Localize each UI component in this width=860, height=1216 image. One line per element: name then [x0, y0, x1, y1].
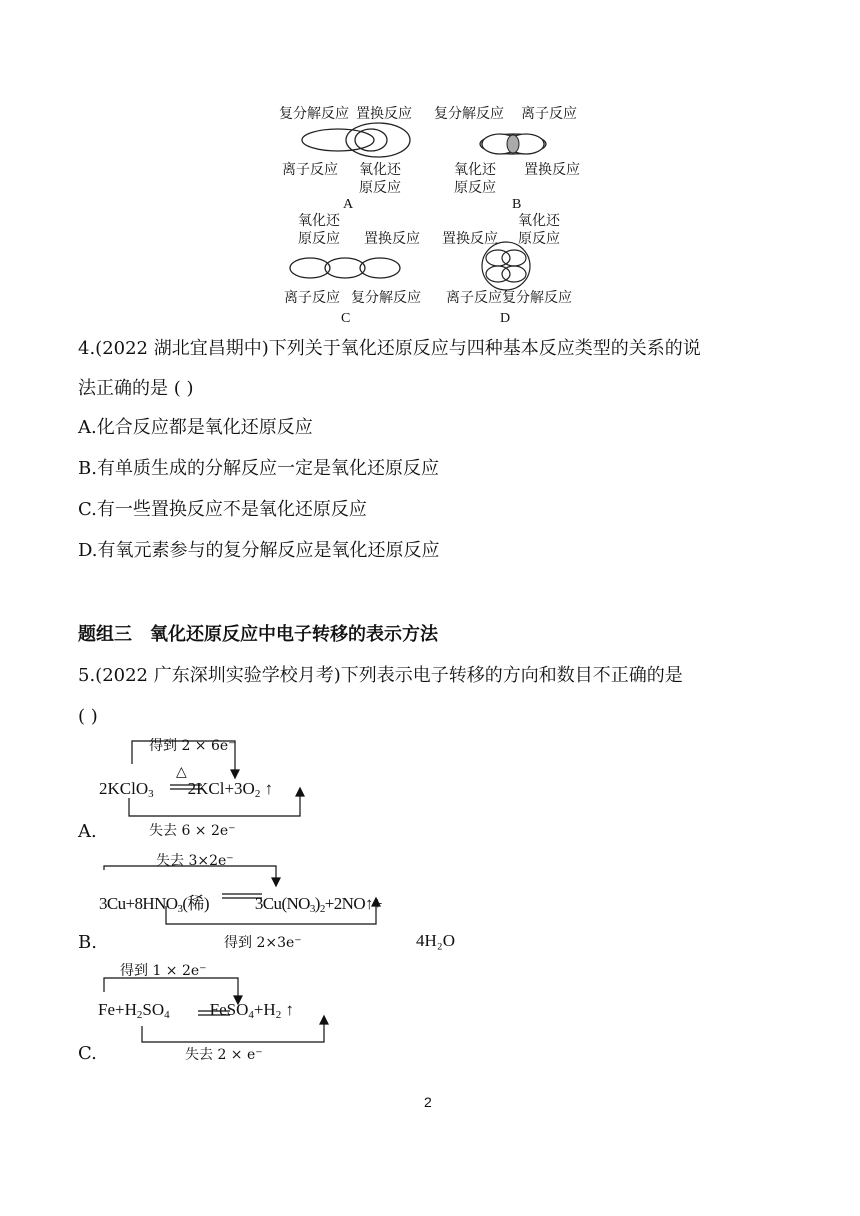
- venn-d-letter: D: [500, 311, 511, 326]
- venn-d-label-redox-1: 氧化还: [518, 213, 560, 229]
- question-4-stem-line2: 法正确的是 ( ): [78, 378, 194, 399]
- venn-b-letter: B: [512, 197, 522, 212]
- venn-c-letter: C: [341, 311, 351, 326]
- venn-a-label-redox-1: 氧化还: [359, 162, 401, 178]
- venn-b-label-redox-1: 氧化还: [454, 162, 496, 178]
- venn-d-label-double-displacement: 复分解反应: [502, 290, 572, 306]
- venn-a-label-double-displacement: 复分解反应: [279, 106, 349, 122]
- venn-c-label-ionic: 离子反应: [284, 290, 340, 306]
- question-4-option-a: A.化合反应都是氧化还原反应: [78, 417, 313, 438]
- page-number: 2: [424, 1094, 432, 1110]
- venn-a-label-redox-2: 原反应: [359, 180, 401, 196]
- venn-a-label-ionic: 离子反应: [282, 162, 338, 178]
- question-4-option-c: C.有一些置换反应不是氧化还原反应: [78, 499, 367, 520]
- venn-b-label-single-displacement: 置换反应: [524, 162, 580, 178]
- option-a-heat-symbol: △: [176, 764, 187, 780]
- option-c-letter: C.: [78, 1043, 97, 1064]
- option-b-water: 4H₂O: [416, 931, 455, 950]
- venn-c-label-double-displacement: 复分解反应: [351, 290, 421, 306]
- option-a-letter: A.: [78, 821, 97, 842]
- question-5-stem-line2: ( ): [78, 706, 98, 727]
- venn-b-label-redox-2: 原反应: [454, 180, 496, 196]
- option-a-equation: 2KClO$_3$ $2KCl+3O_2$ ↑: [99, 779, 274, 800]
- venn-c-label-single-displacement: 置换反应: [364, 231, 420, 247]
- venn-c-shapes: [290, 258, 400, 278]
- venn-c-label-redox-2: 原反应: [298, 231, 340, 247]
- venn-a-letter: A: [343, 197, 354, 212]
- venn-a-shapes: [302, 123, 410, 157]
- option-c-lose-label: 失去 2 × e⁻: [185, 1047, 263, 1063]
- option-c-equation: $Fe+H_2SO_4$ $FeSO_4+H_2$ ↑: [98, 1000, 294, 1021]
- option-b-gain-label: 得到 2×3e⁻: [224, 935, 302, 951]
- option-b-lose-label: 失去 3×2e⁻: [156, 853, 234, 869]
- option-b-equation: $3Cu+8HNO_3$(稀) $3Cu(NO_3)_2+2NO↑+$: [99, 894, 382, 915]
- venn-d-label-redox-2: 原反应: [518, 231, 560, 247]
- option-a-gain-label: 得到 2 × 6e⁻: [149, 738, 236, 754]
- option-c-gain-label: 得到 1 × 2e⁻: [120, 963, 207, 979]
- venn-d-shapes: [482, 242, 530, 290]
- venn-a-label-single-displacement: 置换反应: [356, 106, 412, 122]
- venn-d-label-single-displacement: 置换反应: [442, 231, 498, 247]
- venn-c-label-redox-1: 氧化还: [298, 213, 340, 229]
- venn-d-label-ionic: 离子反应: [446, 290, 502, 306]
- question-5-stem-line1: 5.(2022 广东深圳实验学校月考)下列表示电子转移的方向和数目不正确的是: [78, 665, 683, 686]
- question-4-stem-line1: 4.(2022 湖北宜昌期中)下列关于氧化还原反应与四种基本反应类型的关系的说: [78, 338, 701, 359]
- option-b-letter: B.: [78, 932, 97, 953]
- question-4-option-d: D.有氧元素参与的复分解反应是氧化还原反应: [78, 540, 440, 561]
- venn-b-label-ionic: 离子反应: [521, 106, 577, 122]
- question-4-option-b: B.有单质生成的分解反应一定是氧化还原反应: [78, 458, 439, 479]
- venn-b-label-double-displacement: 复分解反应: [434, 106, 504, 122]
- section-heading: 题组三 氧化还原反应中电子转移的表示方法: [78, 624, 438, 645]
- venn-b-shapes: [480, 134, 546, 154]
- option-a-lose-label: 失去 6 × 2e⁻: [149, 823, 236, 839]
